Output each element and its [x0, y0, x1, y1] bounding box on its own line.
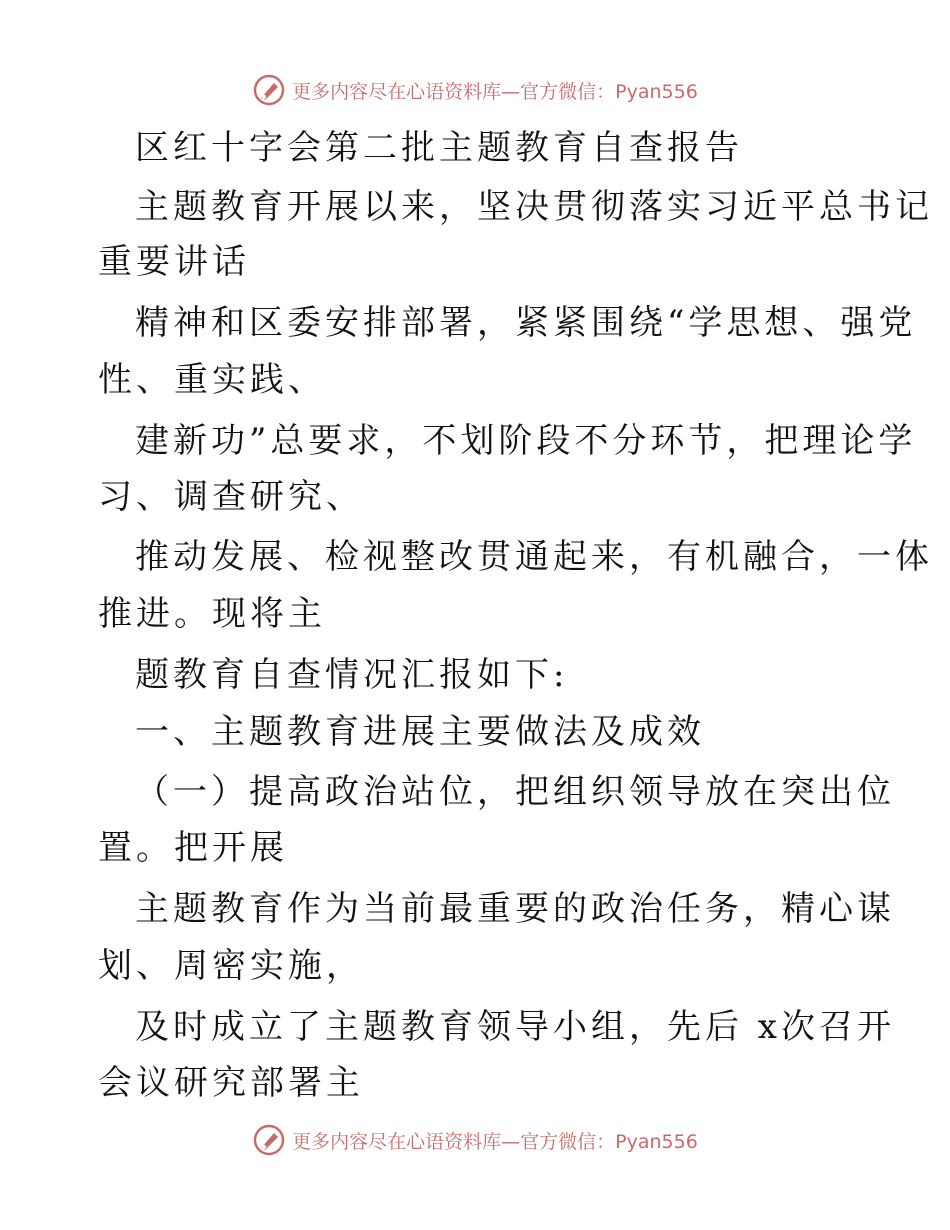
watermark-text: 更多内容尽在心语资料库—官方微信：Pyan556: [292, 80, 698, 103]
watermark-text: 更多内容尽在心语资料库—官方微信：Pyan556: [292, 1130, 698, 1153]
paragraph-line: 习、调查研究、: [98, 477, 364, 517]
document-title: 区红十字会第二批主题教育自查报告: [135, 128, 743, 168]
paragraph-line: 推进。现将主: [98, 594, 326, 634]
pen-nib-seal-icon: [252, 1123, 286, 1157]
section-heading: 一、主题教育进展主要做法及成效: [135, 712, 705, 752]
header-watermark-banner: [0, 68, 950, 112]
paragraph-line: 置。把开展: [98, 828, 288, 868]
paragraph-line: 及时成立了主题教育领导小组，先后 x次召开: [135, 1007, 895, 1047]
paragraph-line: 重要讲话: [98, 242, 250, 282]
paragraph-line: 题教育自查情况汇报如下:: [135, 655, 569, 695]
footer-watermark-banner: [0, 1118, 950, 1162]
paragraph-line: 主题教育开展以来，坚决贯彻落实习近平总书记: [135, 187, 933, 227]
paragraph-line: 精神和区委安排部署，紧紧围绕“学思想、强党: [135, 303, 917, 343]
paragraph-line: 推动发展、检视整改贯通起来，有机融合，一体: [135, 537, 933, 577]
paragraph-line: 性、重实践、: [98, 360, 326, 400]
pen-nib-seal-icon: [252, 73, 286, 107]
paragraph-line: 划、周密实施，: [98, 946, 364, 986]
paragraph-line: 主题教育作为当前最重要的政治任务，精心谋: [135, 889, 895, 929]
subsection-heading: （一）提高政治站位，把组织领导放在突出位: [135, 772, 895, 812]
paragraph-line: 建新功”总要求，不划阶段不分环节，把理论学: [135, 421, 917, 461]
paragraph-line: 会议研究部署主: [98, 1063, 364, 1103]
